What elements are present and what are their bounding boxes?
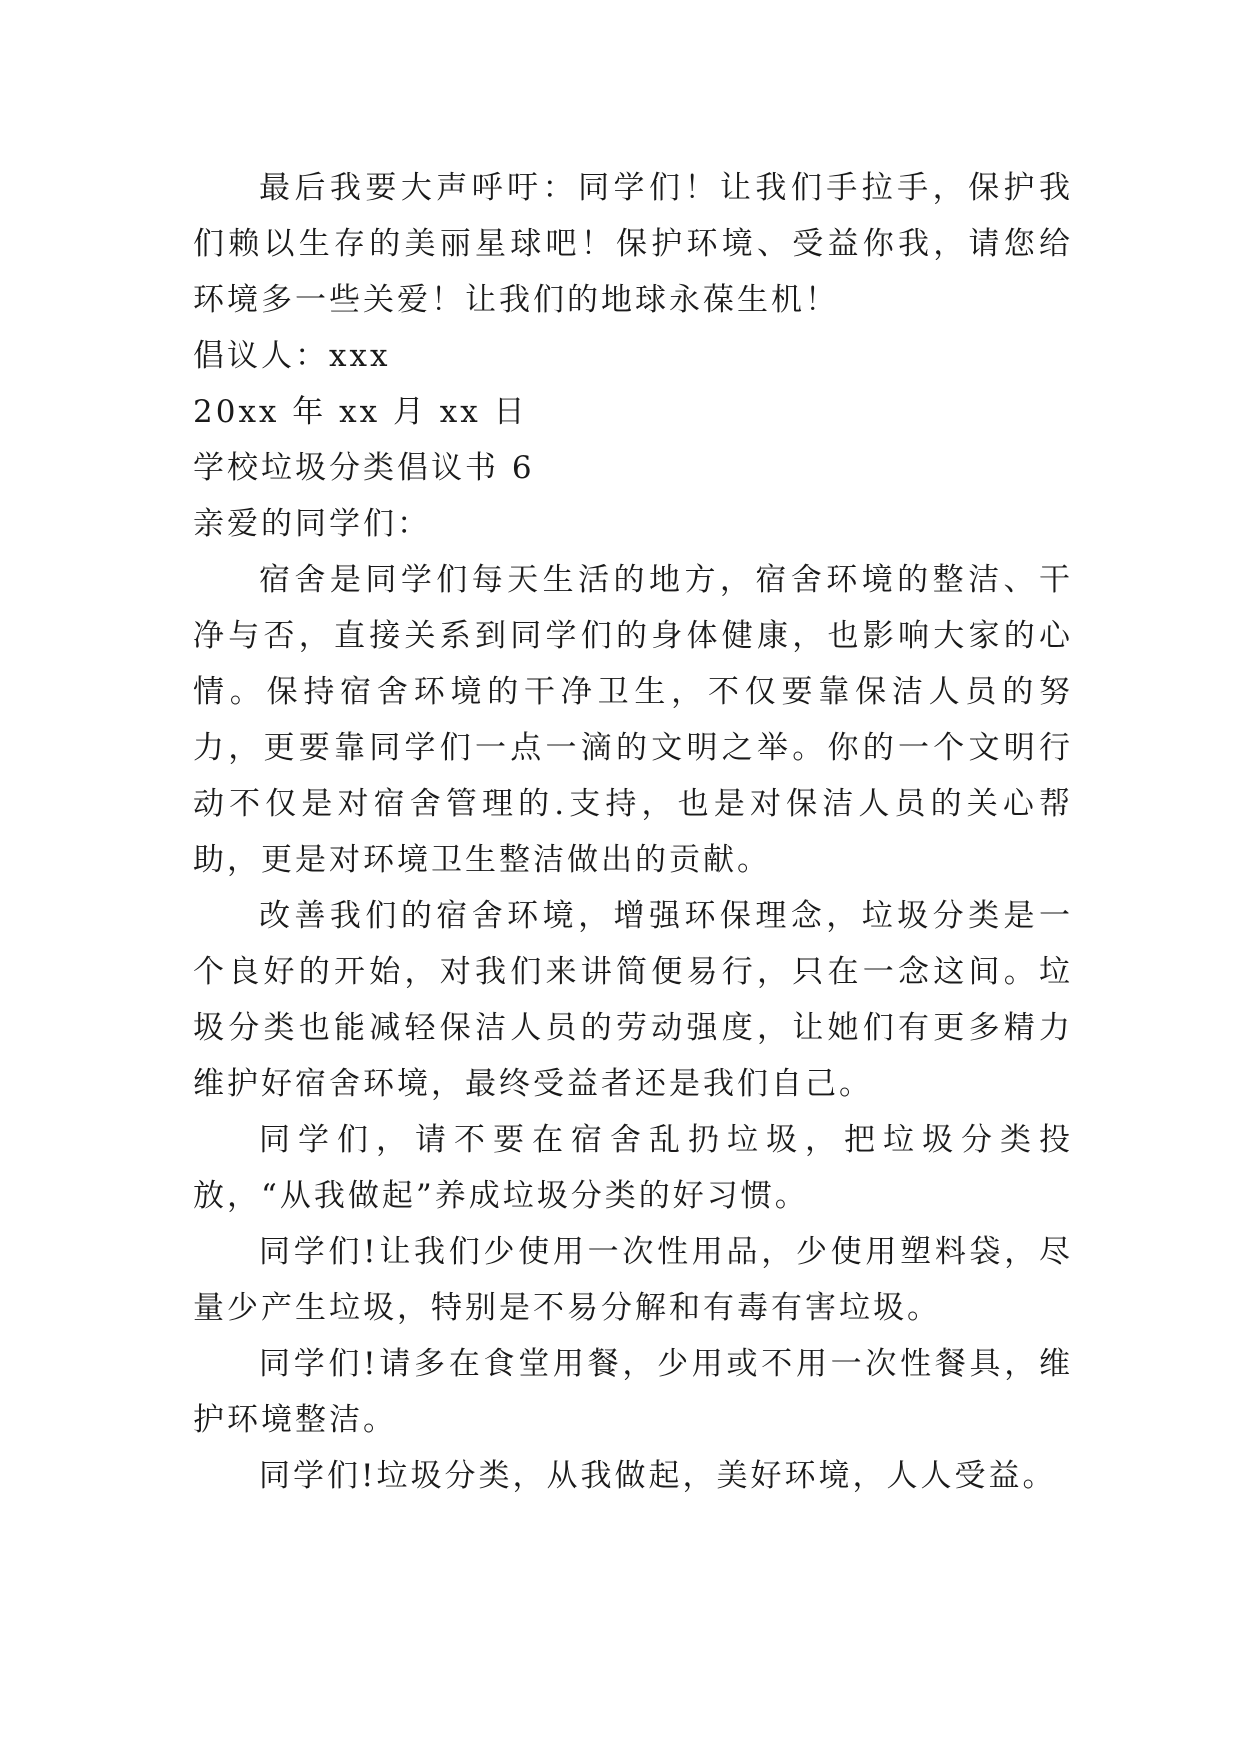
body-paragraph: 同学们!让我们少使用一次性用品，少使用塑料袋，尽量少产生垃圾，特别是不易分解和有毒有害垃圾。 [193,1234,1073,1326]
section-title: 学校垃圾分类倡议书 6 [193,450,535,486]
body-paragraph: 同学们!垃圾分类，从我做起，美好环境，人人受益。 [259,1458,1057,1494]
document-body [193,160,1073,1504]
date-line: 20xx 年 xx 月 xx 日 [193,394,528,430]
salutation: 亲爱的同学们： [193,506,431,542]
body-paragraph: 宿舍是同学们每天生活的地方，宿舍环境的整洁、干净与否，直接关系到同学们的身体健康，也影响大家的心情。保持宿舍环境的干净卫生，不仅要靠保洁人员的努力，更要靠同学们一点一滴的文明之举。你的一个文明行动不仅是对宿舍管理的.支持，也是对保洁人员的关心帮助，更是对环境卫生整洁做出的贡献。 [193,562,1073,878]
body-paragraph: 同学们!请多在食堂用餐，少用或不用一次性餐具，维护环境整洁。 [193,1346,1073,1438]
closing-paragraph: 最后我要大声呼吁：同学们！让我们手拉手，保护我们赖以生存的美丽星球吧！保护环境、受益你我，请您给环境多一些关爱！让我们的地球永葆生机！ [193,170,1073,318]
initiator-line: 倡议人：xxx [193,338,391,374]
body-paragraph: 改善我们的宿舍环境，增强环保理念，垃圾分类是一个良好的开始，对我们来讲简便易行，只在一念这间。垃圾分类也能减轻保洁人员的劳动强度，让她们有更多精力维护好宿舍环境，最终受益者还是我们自己。 [193,898,1073,1102]
body-paragraph: 同学们，请不要在宿舍乱扔垃圾，把垃圾分类投放，“从我做起”养成垃圾分类的好习惯。 [193,1122,1073,1214]
